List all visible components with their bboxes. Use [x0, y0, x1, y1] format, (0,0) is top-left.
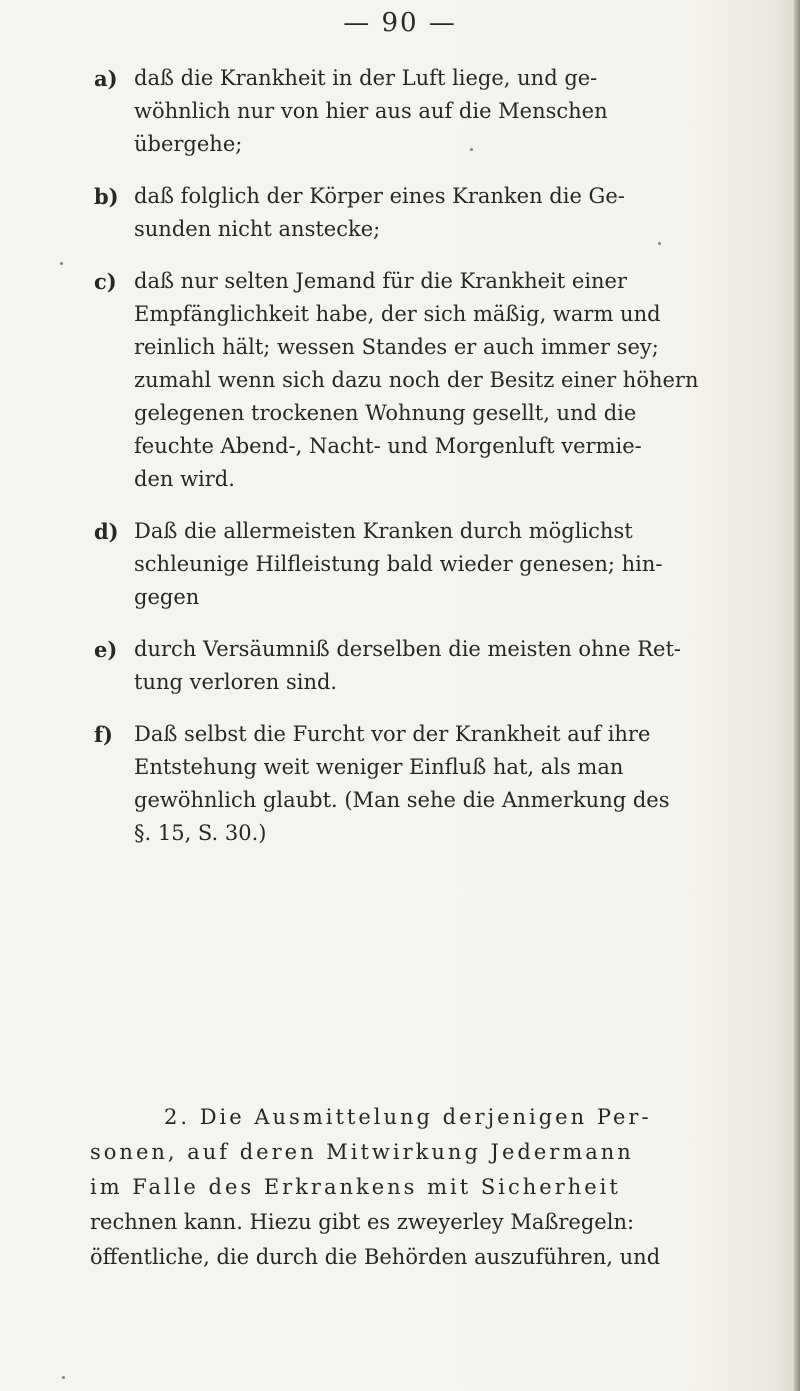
paper-speck	[470, 148, 473, 151]
list-item-a	[94, 62, 784, 161]
list-item-f	[94, 718, 784, 850]
page-header	[0, 0, 800, 60]
text-line: gegen	[134, 585, 200, 609]
text-line: wöhnlich nur von hier aus auf die Menschen	[134, 99, 608, 123]
paper-speck	[62, 1376, 65, 1379]
paper-speck	[658, 242, 661, 245]
text-line: daß nur selten Jemand für die Krankheit einer	[134, 269, 628, 293]
text-line: schleunige Hilfleistung bald wieder genesen; hin-	[134, 552, 663, 576]
text-line: Empfänglichkeit habe, der sich mäßig, warm und	[134, 302, 661, 326]
text-line: rechnen kann. Hiezu gibt es zweyerley Maßregeln:	[90, 1210, 635, 1234]
enumerated-list	[94, 62, 784, 869]
text-line: Daß die allermeisten Kranken durch möglichst	[134, 519, 633, 543]
text-line: Daß selbst die Furcht vor der Krankheit auf ihre	[134, 722, 651, 746]
item-marker: e)	[94, 637, 118, 662]
text-line: öffentliche, die durch die Behörden auszuführen, und	[90, 1245, 661, 1269]
text-line: reinlich hält; wessen Standes er auch immer sey;	[134, 335, 659, 359]
list-item-e	[94, 633, 784, 699]
text-line: den wird.	[134, 467, 235, 491]
page-edge-shadow	[794, 0, 800, 1391]
text-line: zumahl wenn sich dazu noch der Besitz einer höhern	[134, 368, 699, 392]
text-line: durch Versäumniß derselben die meisten ohne Ret-	[134, 637, 681, 661]
list-item-c	[94, 265, 784, 496]
paper-speck	[60, 262, 63, 265]
item-marker: f)	[94, 722, 113, 747]
text-line: tung verloren sind.	[134, 670, 338, 694]
page-number: — 90 —	[343, 8, 457, 38]
item-marker: c)	[94, 269, 117, 294]
text-line: Entstehung weit weniger Einfluß hat, als man	[134, 755, 624, 779]
text-line: daß folglich der Körper eines Kranken die Ge-	[134, 184, 625, 208]
list-item-d	[94, 515, 784, 614]
section-2-paragraph	[90, 1100, 790, 1275]
text-line: daß die Krankheit in der Luft liege, und ge-	[134, 66, 598, 90]
text-line: sonen, auf deren Mitwirkung Jedermann	[90, 1140, 634, 1164]
text-line: im Falle des Erkrankens mit Sicherheit	[90, 1175, 621, 1199]
list-item-b	[94, 180, 784, 246]
item-marker: b)	[94, 184, 119, 209]
text-line: gelegenen trockenen Wohnung gesellt, und die	[134, 401, 637, 425]
item-marker: d)	[94, 519, 119, 544]
text-line: übergehe;	[134, 132, 243, 156]
item-marker: a)	[94, 66, 118, 91]
text-line: feuchte Abend-, Nacht- und Morgenluft vermie-	[134, 434, 642, 458]
text-line: gewöhnlich glaubt. (Man sehe die Anmerkung des	[134, 788, 670, 812]
text-line: §. 15, S. 30.)	[134, 821, 267, 845]
section-heading-line: 2. Die Ausmittelung derjenigen Per-	[164, 1105, 652, 1129]
text-line: sunden nicht anstecke;	[134, 217, 381, 241]
